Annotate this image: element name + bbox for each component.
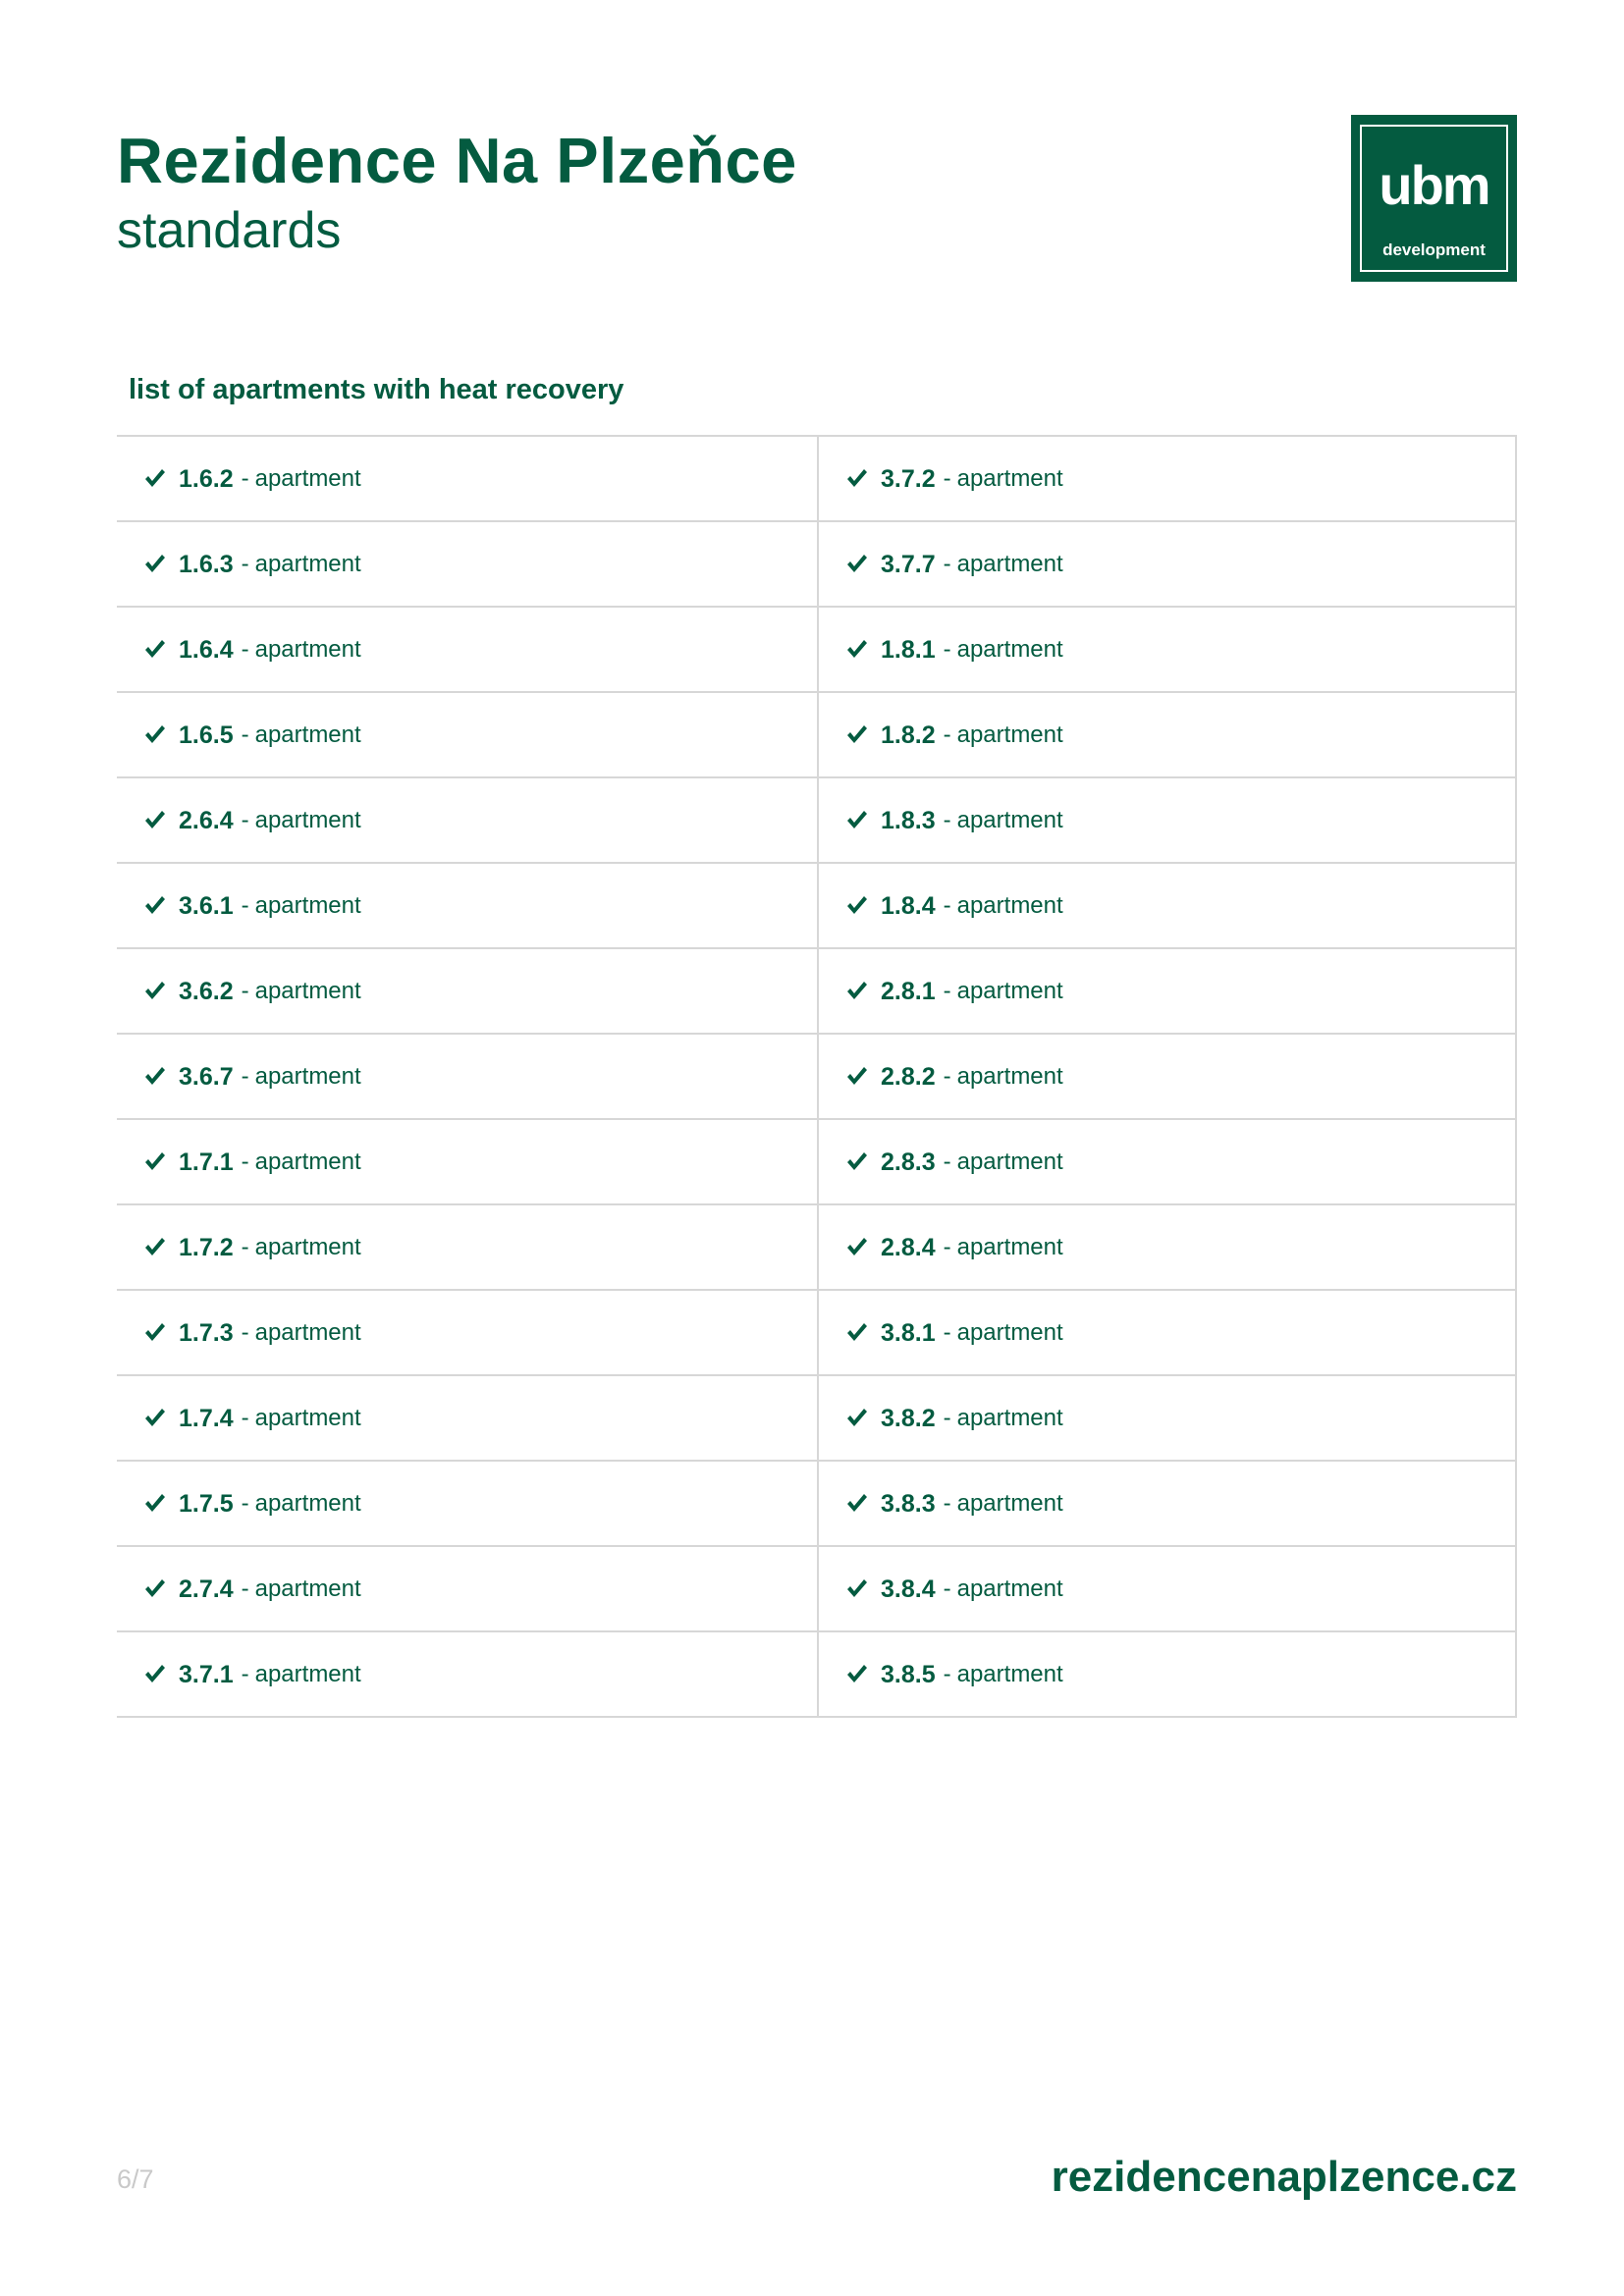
- apartment-type: apartment: [254, 464, 361, 492]
- page-number: 6/7: [117, 2164, 154, 2194]
- website-url[interactable]: rezidencenaplzence.cz: [1051, 2153, 1517, 2201]
- list-item: [817, 864, 1517, 949]
- check-icon: [846, 1237, 870, 1258]
- apartment-separator: -: [943, 977, 951, 1004]
- apartment-code: 1.7.4: [179, 1404, 234, 1432]
- list-item: [117, 522, 817, 608]
- apartment-code: 3.6.2: [179, 977, 234, 1005]
- apartment-type: apartment: [956, 1660, 1063, 1687]
- apartment-code: 1.8.2: [881, 721, 936, 749]
- apartment-type: apartment: [956, 1489, 1063, 1517]
- check-icon: [846, 554, 870, 575]
- apartment-type: apartment: [254, 1148, 361, 1175]
- apartment-type: apartment: [956, 721, 1063, 748]
- check-icon: [144, 639, 168, 661]
- check-icon: [846, 1066, 870, 1088]
- apartment-separator: -: [241, 550, 249, 577]
- check-icon: [846, 468, 870, 490]
- check-icon: [144, 1408, 168, 1429]
- apartment-type: apartment: [254, 1404, 361, 1431]
- apartment-separator: -: [241, 1575, 249, 1602]
- list-item: [817, 1035, 1517, 1120]
- list-item: [817, 1120, 1517, 1205]
- list-item: [817, 1376, 1517, 1462]
- check-icon: [846, 724, 870, 746]
- apartment-separator: -: [241, 635, 249, 663]
- apartment-separator: -: [241, 1318, 249, 1346]
- apartment-code: 1.8.1: [881, 635, 936, 664]
- apartment-type: apartment: [956, 977, 1063, 1004]
- list-item: [117, 1120, 817, 1205]
- check-icon: [144, 1322, 168, 1344]
- ubm-development-logo: [1351, 115, 1517, 282]
- apartment-separator: -: [943, 1575, 951, 1602]
- check-icon: [846, 1151, 870, 1173]
- apartment-code: 1.6.2: [179, 464, 234, 493]
- apartment-type: apartment: [956, 1575, 1063, 1602]
- apartment-code: 2.8.3: [881, 1148, 936, 1176]
- apartment-type: apartment: [254, 721, 361, 748]
- check-icon: [144, 1151, 168, 1173]
- apartment-code: 2.7.4: [179, 1575, 234, 1603]
- apartment-type: apartment: [254, 977, 361, 1004]
- apartment-separator: -: [241, 1660, 249, 1687]
- apartment-separator: -: [943, 1062, 951, 1090]
- apartment-separator: -: [241, 806, 249, 833]
- apartment-type: apartment: [254, 1489, 361, 1517]
- check-icon: [846, 810, 870, 831]
- apartment-separator: -: [241, 891, 249, 919]
- apartment-type: apartment: [956, 550, 1063, 577]
- check-icon: [846, 1322, 870, 1344]
- check-icon: [144, 554, 168, 575]
- apartment-type: apartment: [254, 891, 361, 919]
- check-icon: [144, 468, 168, 490]
- list-item: [817, 522, 1517, 608]
- list-item: [817, 608, 1517, 693]
- apartment-code: 2.8.1: [881, 977, 936, 1005]
- apartment-separator: -: [943, 1404, 951, 1431]
- section-heading: list of apartments with heat recovery: [129, 374, 624, 405]
- check-icon: [144, 1664, 168, 1685]
- apartment-list: [117, 435, 1517, 1718]
- check-icon: [144, 981, 168, 1002]
- apartment-code: 1.6.5: [179, 721, 234, 749]
- apartment-code: 3.6.1: [179, 891, 234, 920]
- apartment-code: 1.6.3: [179, 550, 234, 578]
- apartment-code: 2.8.2: [881, 1062, 936, 1091]
- apartment-separator: -: [943, 721, 951, 748]
- apartment-type: apartment: [254, 1233, 361, 1260]
- apartment-code: 3.8.3: [881, 1489, 936, 1518]
- check-icon: [846, 895, 870, 917]
- apartment-code: 1.7.1: [179, 1148, 234, 1176]
- check-icon: [144, 895, 168, 917]
- apartment-type: apartment: [254, 1062, 361, 1090]
- apartment-type: apartment: [956, 1233, 1063, 1260]
- check-icon: [144, 810, 168, 831]
- apartment-type: apartment: [956, 891, 1063, 919]
- list-item: [817, 778, 1517, 864]
- list-item: [817, 1291, 1517, 1376]
- apartment-type: apartment: [254, 550, 361, 577]
- list-item: [817, 693, 1517, 778]
- check-icon: [846, 1664, 870, 1685]
- apartment-separator: -: [241, 721, 249, 748]
- list-item: [117, 437, 817, 522]
- check-icon: [846, 1408, 870, 1429]
- apartment-separator: -: [241, 1233, 249, 1260]
- apartment-separator: -: [241, 1062, 249, 1090]
- apartment-code: 3.8.5: [881, 1660, 936, 1688]
- apartment-separator: -: [241, 1148, 249, 1175]
- apartment-separator: -: [943, 1489, 951, 1517]
- apartment-separator: -: [943, 1318, 951, 1346]
- list-item: [117, 693, 817, 778]
- list-item: [117, 1291, 817, 1376]
- list-item: [117, 949, 817, 1035]
- list-item: [817, 949, 1517, 1035]
- apartment-code: 3.7.2: [881, 464, 936, 493]
- apartment-type: apartment: [956, 464, 1063, 492]
- apartment-separator: -: [943, 1660, 951, 1687]
- check-icon: [846, 1493, 870, 1515]
- apartment-code: 3.8.2: [881, 1404, 936, 1432]
- apartment-type: apartment: [254, 806, 361, 833]
- apartment-type: apartment: [254, 1575, 361, 1602]
- list-item: [117, 1462, 817, 1547]
- check-icon: [144, 724, 168, 746]
- apartment-type: apartment: [956, 1404, 1063, 1431]
- apartment-code: 1.7.5: [179, 1489, 234, 1518]
- apartment-code: 3.8.1: [881, 1318, 936, 1347]
- list-item: [817, 1547, 1517, 1632]
- list-item: [117, 1547, 817, 1632]
- apartment-separator: -: [241, 464, 249, 492]
- check-icon: [144, 1237, 168, 1258]
- list-item: [117, 1205, 817, 1291]
- apartment-code: 1.7.3: [179, 1318, 234, 1347]
- apartment-separator: -: [241, 977, 249, 1004]
- check-icon: [846, 639, 870, 661]
- list-item: [817, 437, 1517, 522]
- check-icon: [144, 1493, 168, 1515]
- apartment-separator: -: [943, 806, 951, 833]
- apartment-code: 1.7.2: [179, 1233, 234, 1261]
- apartment-type: apartment: [254, 1660, 361, 1687]
- apartment-separator: -: [943, 464, 951, 492]
- list-item: [117, 778, 817, 864]
- list-item: [117, 1632, 817, 1718]
- apartment-separator: -: [241, 1404, 249, 1431]
- list-item: [817, 1632, 1517, 1718]
- apartment-type: apartment: [956, 1318, 1063, 1346]
- apartment-code: 1.8.4: [881, 891, 936, 920]
- check-icon: [846, 1578, 870, 1600]
- apartment-type: apartment: [956, 1148, 1063, 1175]
- list-item: [117, 1035, 817, 1120]
- logo-text: development: [1382, 240, 1486, 259]
- apartment-separator: -: [943, 891, 951, 919]
- apartment-type: apartment: [956, 806, 1063, 833]
- apartment-code: 3.7.7: [881, 550, 936, 578]
- apartment-separator: -: [241, 1489, 249, 1517]
- apartment-code: 1.6.4: [179, 635, 234, 664]
- apartment-separator: -: [943, 1233, 951, 1260]
- apartment-code: 1.8.3: [881, 806, 936, 834]
- check-icon: [144, 1578, 168, 1600]
- apartment-code: 2.6.4: [179, 806, 234, 834]
- page-title: Rezidence Na Plzeňce: [117, 125, 797, 196]
- logo-mark: ubm: [1379, 154, 1489, 216]
- apartment-code: 3.8.4: [881, 1575, 936, 1603]
- apartment-code: 3.7.1: [179, 1660, 234, 1688]
- list-item: [117, 608, 817, 693]
- apartment-type: apartment: [956, 1062, 1063, 1090]
- list-item: [117, 1376, 817, 1462]
- apartment-type: apartment: [956, 635, 1063, 663]
- page-subtitle: standards: [117, 202, 342, 259]
- apartment-type: apartment: [254, 1318, 361, 1346]
- apartment-separator: -: [943, 635, 951, 663]
- apartment-separator: -: [943, 1148, 951, 1175]
- apartment-separator: -: [943, 550, 951, 577]
- check-icon: [846, 981, 870, 1002]
- apartment-type: apartment: [254, 635, 361, 663]
- check-icon: [144, 1066, 168, 1088]
- list-item: [117, 864, 817, 949]
- list-item: [817, 1462, 1517, 1547]
- list-item: [817, 1205, 1517, 1291]
- apartment-code: 2.8.4: [881, 1233, 936, 1261]
- apartment-code: 3.6.7: [179, 1062, 234, 1091]
